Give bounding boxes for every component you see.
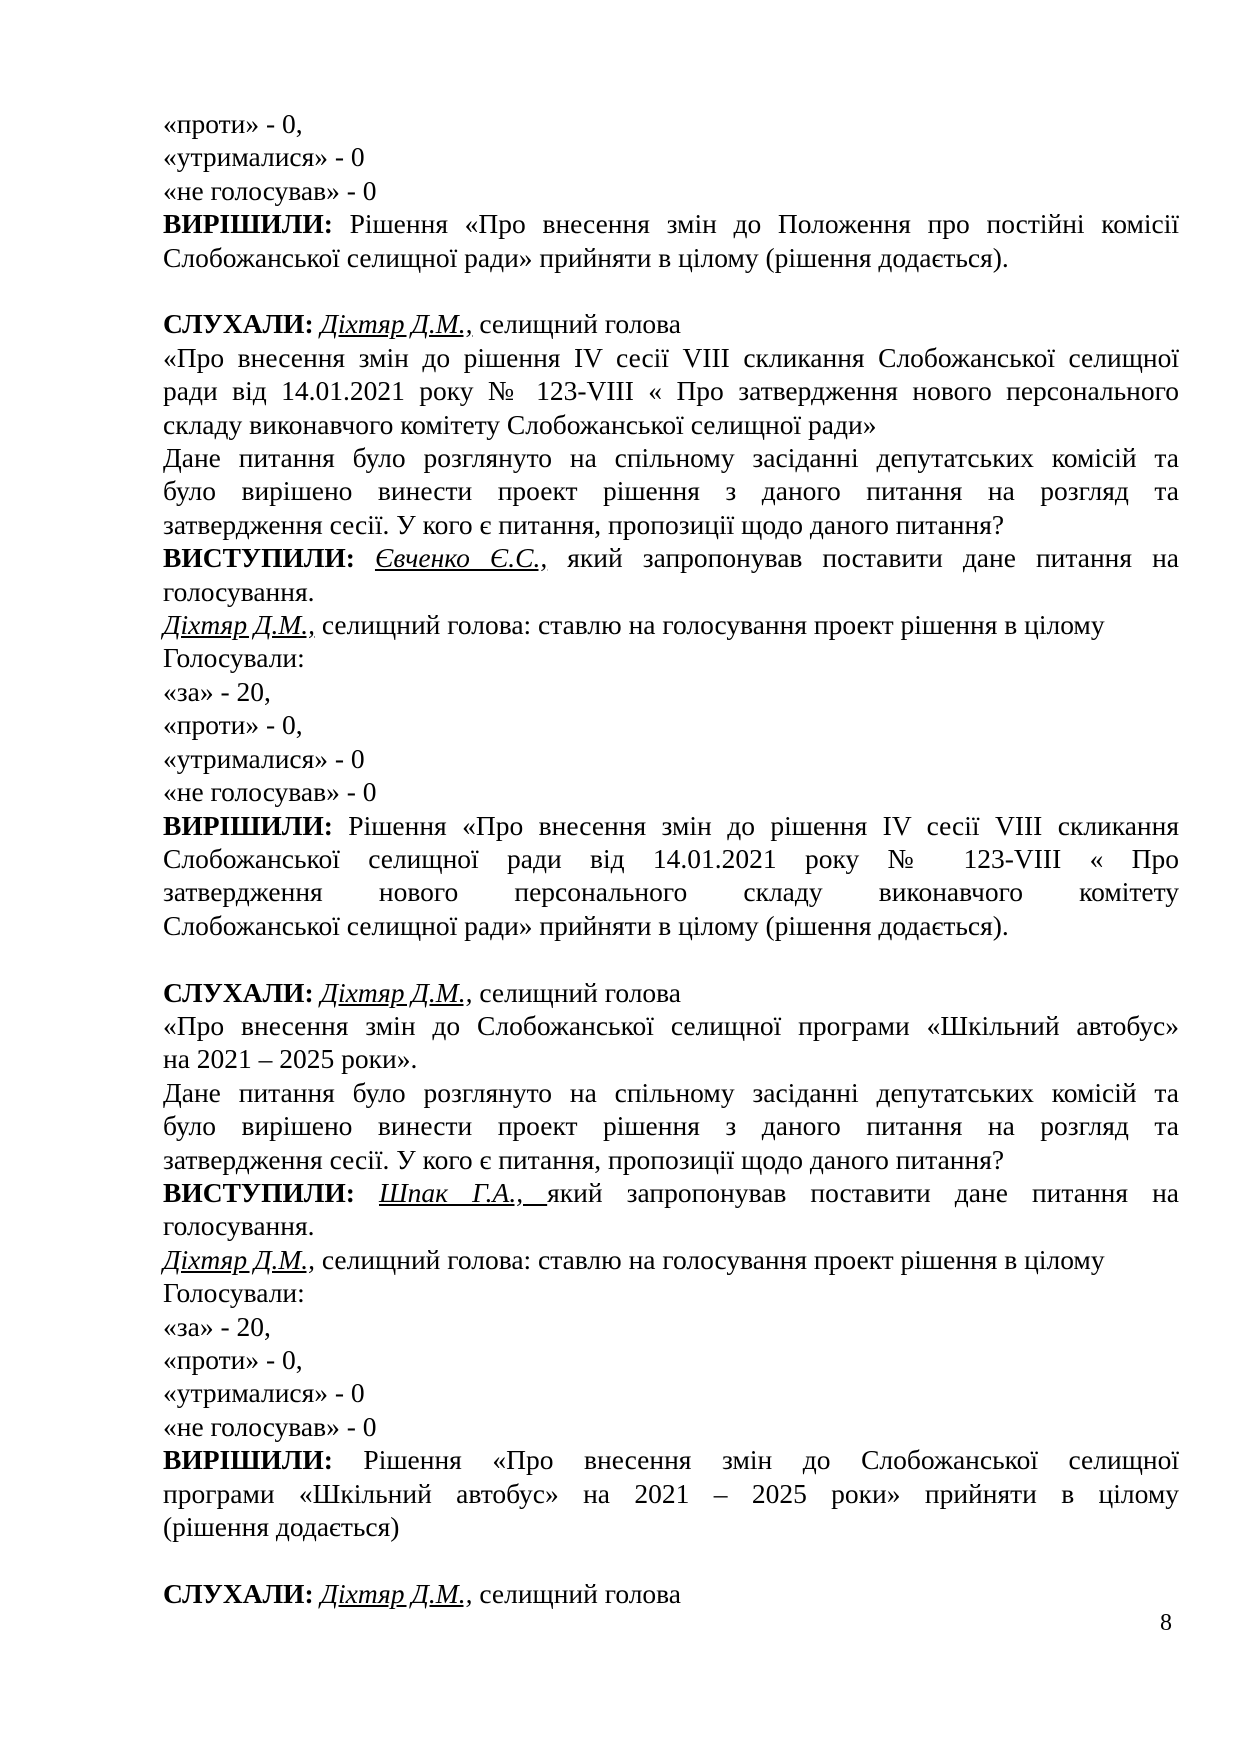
decided-line: програми «Шкільний автобус» на 2021 – 2025 роки» прийняти в цілому <box>163 1477 1179 1509</box>
decided-line: Слобожанської селищної ради» прийняти в цілому (рішення додається). <box>163 241 1009 273</box>
body-line: було вирішено винести проект рішення з даного питання на розгляд та <box>163 1110 1179 1142</box>
spoke-line: ВИСТУПИЛИ: Шпак Г.А., який запропонував поставити дане питання на <box>163 1176 1180 1208</box>
spoke-label: ВИСТУПИЛИ: <box>163 542 355 574</box>
speaker-name: Діхтяр Д.М., <box>320 1577 473 1609</box>
topic-line: складу виконавчого комітету Слобожанської селищної ради» <box>163 408 877 440</box>
vote-none: «не голосував» - 0 <box>163 776 377 808</box>
vote-none: «не голосував» - 0 <box>163 1410 377 1442</box>
vote-against: «проти» - 0, <box>163 1344 303 1375</box>
vote-abstain: «утрималися» - 0 <box>163 742 365 774</box>
body-line: Дане питання було розглянуто на спільному засіданні депутатських комісій та <box>163 1076 1179 1108</box>
topic-line: «Про внесення змін до рішення IV сесії VIII скликання Слобожанської селищної <box>163 341 1179 373</box>
decided-label: ВИРІШИЛИ: <box>163 809 333 841</box>
voted-label: Голосували: <box>163 642 305 674</box>
decided-line: (рішення додається) <box>163 1511 400 1543</box>
decided-label: ВИРІШИЛИ: <box>163 208 333 240</box>
vote-for: «за» - 20, <box>163 1310 271 1342</box>
paragraph-gap <box>163 1543 1179 1576</box>
chair-name: Діхтяр Д.М., <box>163 609 315 641</box>
vote-none: «не голосував» - 0 <box>163 174 377 206</box>
body-line: затвердження сесії. У кого є питання, пропозиції щодо даного питання? <box>163 1143 1005 1175</box>
spoke-line: голосування. <box>163 1210 315 1242</box>
vote-abstain: «утрималися» - 0 <box>163 141 365 173</box>
speaker-name: Діхтяр Д.М., <box>320 308 473 340</box>
heard-line: СЛУХАЛИ: Діхтяр Д.М., селищний голова <box>163 308 682 340</box>
vote-against: «проти» - 0, <box>163 709 303 741</box>
decided-line: Слобожанської селищної ради від 14.01.2021 року № 123-VIII « Про <box>163 842 1179 874</box>
spoke-line: ВИСТУПИЛИ: Євченко Є.С., який запропонував поставити дане питання на <box>163 542 1179 574</box>
heard-label: СЛУХАЛИ: <box>163 976 314 1008</box>
body-line: Дане питання було розглянуто на спільному засіданні депутатських комісій та <box>163 442 1179 474</box>
heard-line: СЛУХАЛИ: Діхтяр Д.М., селищний голова <box>163 1577 682 1609</box>
topic-line: ради від 14.01.2021 року № 123-VIII « Про затвердження нового персонального <box>163 375 1179 407</box>
topic-line: «Про внесення змін до Слобожанської селищної програми «Шкільний автобус» <box>163 1009 1179 1041</box>
heard-line: СЛУХАЛИ: Діхтяр Д.М., селищний голова <box>163 976 682 1008</box>
paragraph-gap <box>163 274 1179 307</box>
decided-label: ВИРІШИЛИ: <box>163 1444 333 1476</box>
decided-line: Слобожанської селищної ради» прийняти в цілому (рішення додається). <box>163 909 1009 941</box>
chair-name: Діхтяр Д.М., <box>163 1243 315 1275</box>
vote-against: «проти» - 0, <box>163 108 303 139</box>
speaker-name: Шпак Г.А., <box>379 1176 548 1208</box>
spoke-line: голосування. <box>163 575 315 607</box>
document-page <box>163 107 1179 1610</box>
topic-line: на 2021 – 2025 роки». <box>163 1043 418 1075</box>
speaker-name: Діхтяр Д.М., <box>320 976 473 1008</box>
chair-line: Діхтяр Д.М., селищний голова: ставлю на голосування проект рішення в цілому <box>163 1243 1105 1275</box>
paragraph-gap <box>163 942 1179 975</box>
decided-line: ВИРІШИЛИ: Рішення «Про внесення змін до Положення про постійні комісії <box>163 208 1179 240</box>
decided-line: затвердження нового персонального складу виконавчого комітету <box>163 876 1179 908</box>
vote-abstain: «утрималися» - 0 <box>163 1377 365 1409</box>
body-line: було вирішено винести проект рішення з даного питання на розгляд та <box>163 475 1179 507</box>
decided-line: ВИРІШИЛИ: Рішення «Про внесення змін до Слобожанської селищної <box>163 1444 1179 1476</box>
vote-for: «за» - 20, <box>163 675 271 707</box>
heard-label: СЛУХАЛИ: <box>163 1577 314 1609</box>
voted-label: Голосували: <box>163 1277 305 1309</box>
body-line: затвердження сесії. У кого є питання, пропозиції щодо даного питання? <box>163 508 1005 540</box>
spoke-label: ВИСТУПИЛИ: <box>163 1176 355 1208</box>
heard-label: СЛУХАЛИ: <box>163 308 314 340</box>
decided-line: ВИРІШИЛИ: Рішення «Про внесення змін до рішення IV сесії VIII скликання <box>163 809 1179 841</box>
chair-line: Діхтяр Д.М., селищний голова: ставлю на голосування проект рішення в цілому <box>163 609 1105 641</box>
speaker-name: Євченко Є.С., <box>374 542 548 574</box>
page-number: 8 <box>1160 1610 1172 1636</box>
